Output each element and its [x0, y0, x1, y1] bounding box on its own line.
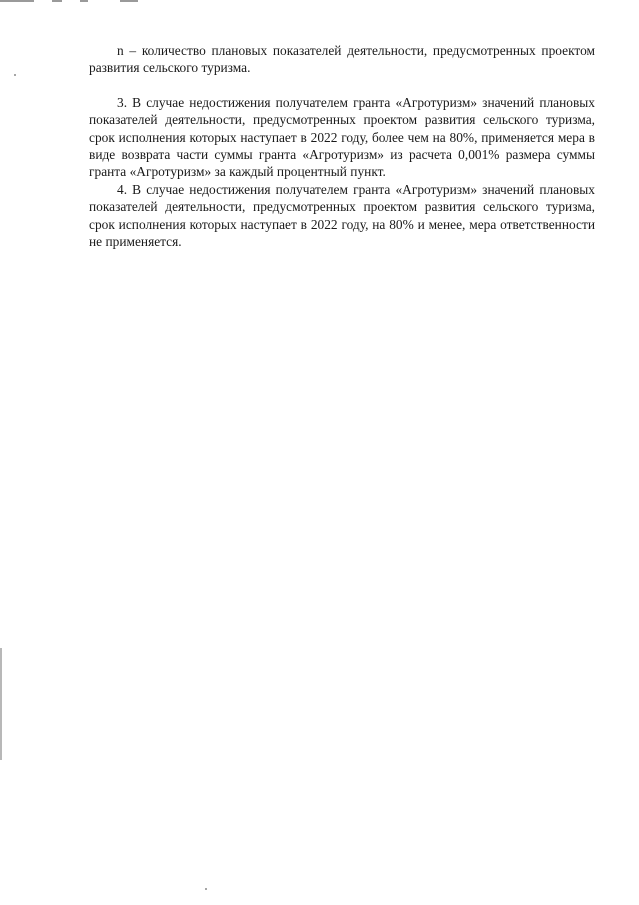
scan-mark [120, 0, 138, 2]
scan-mark [80, 0, 88, 2]
scan-speck [14, 74, 16, 76]
scan-speck [205, 888, 207, 890]
paragraph-item-4: 4. В случае недостижения получателем гранта «Агротуризм» значений плановых показателей деятельности, предусмотренных проектом развития сельского туризма, срок исполнения которых наступает в 2022 году, на 80% и менее, мера ответственности не применяется. [89, 181, 595, 250]
scan-mark [0, 0, 34, 2]
paragraph-item-3: 3. В случае недостижения получателем гранта «Агротуризм» значений плановых показателей деятельности, предусмотренных проектом развития сельского туризма, срок исполнения которых наступает в 2022 году, более чем на 80%, применяется мера в виде возврата части суммы гранта «Агротуризм» из расчета 0,001% размера суммы гранта «Агротуризм» за каждый процентный пункт. [89, 94, 595, 180]
scan-artifact-top [0, 0, 150, 4]
paragraph-gap [89, 77, 595, 94]
document-body [89, 42, 595, 250]
scan-mark [52, 0, 62, 2]
scan-artifact-left [0, 648, 2, 760]
paragraph-n-definition: n – количество плановых показателей деятельности, предусмотренных проектом развития сельского туризма. [89, 43, 595, 76]
